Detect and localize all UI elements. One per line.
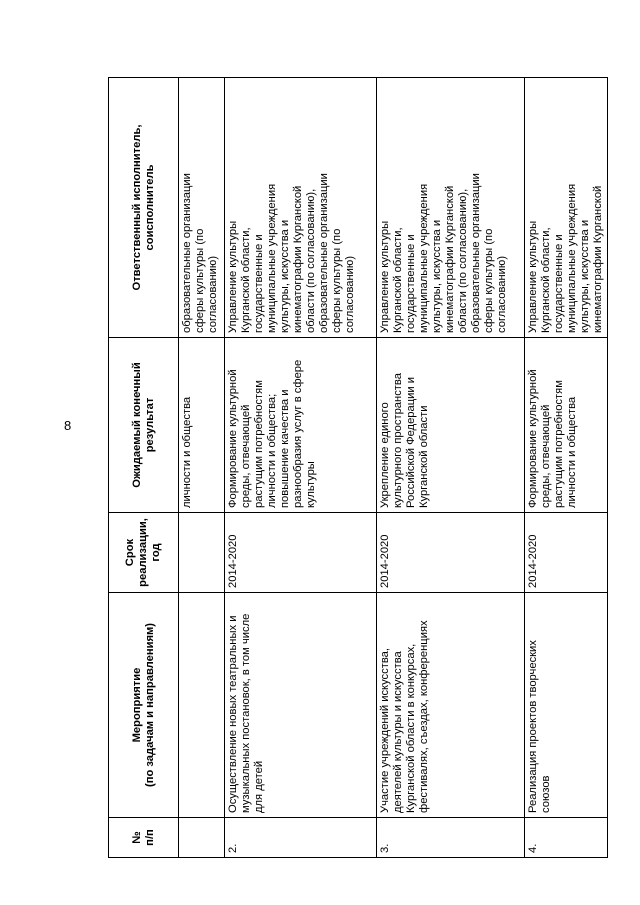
header-event: Мероприятие (по задачам и направлениям)	[109, 593, 179, 818]
row-num: 2.	[225, 818, 377, 858]
page-number: 8	[64, 418, 72, 433]
table-row	[179, 78, 225, 858]
row-num: 4.	[525, 818, 608, 858]
measures-table	[108, 77, 608, 858]
row-event: Реализация проектов творческих союзов	[525, 593, 608, 818]
row-executor: Управление культуры Курганской области, государственные и муниципальные учреждения культуры, искусства и кинематографии Курганской области (по согласованию), образовательные организации сферы культуры (по согласованию)	[377, 78, 525, 338]
row-result: личности и общества	[179, 338, 225, 513]
header-result: Ожидаемый конечный результат	[109, 338, 179, 513]
table-row	[377, 78, 525, 858]
header-term: Срок реализации, год	[109, 513, 179, 593]
row-num: 3.	[377, 818, 525, 858]
row-term: 2014-2020	[525, 513, 608, 593]
row-term	[179, 513, 225, 593]
row-num	[179, 818, 225, 858]
header-executor: Ответственный исполнитель, соисполнитель	[109, 78, 179, 338]
row-event: Осуществление новых театральных и музыкальных постановок, в том числе для детей	[225, 593, 377, 818]
table-row	[525, 78, 608, 858]
row-event: Участие учреждений искусства, деятелей культуры и искусства Курганской области в конкурсах, фестивалях, съездах, конференциях	[377, 593, 525, 818]
row-term: 2014-2020	[225, 513, 377, 593]
row-term: 2014-2020	[377, 513, 525, 593]
row-result: Формирование культурной среды, отвечающей растущим потребностям личности и общества	[525, 338, 608, 513]
row-executor: Управление культуры Курганской области, государственные и муниципальные учреждения культуры, искусства и кинематографии Курганской	[525, 78, 608, 338]
row-executor: образовательные организации сферы культуры (по согласованию)	[179, 78, 225, 338]
header-num: № п/п	[109, 818, 179, 858]
row-result: Укрепление единого культурного пространства Российской Федерации и Курганской области	[377, 338, 525, 513]
row-executor: Управление культуры Курганской области, государственные и муниципальные учреждения культуры, искусства и кинематографии Курганской области (по согласованию), образовательные организации сферы культуры (по согласованию)	[225, 78, 377, 338]
table-header-row	[109, 78, 179, 858]
row-result: Формирование культурной среды, отвечающей растущим потребностям личности и общества; повышение качества и разнообразия услуг в сфере культуры	[225, 338, 377, 513]
table-row	[225, 78, 377, 858]
row-event	[179, 593, 225, 818]
rotated-table-container	[108, 78, 604, 858]
